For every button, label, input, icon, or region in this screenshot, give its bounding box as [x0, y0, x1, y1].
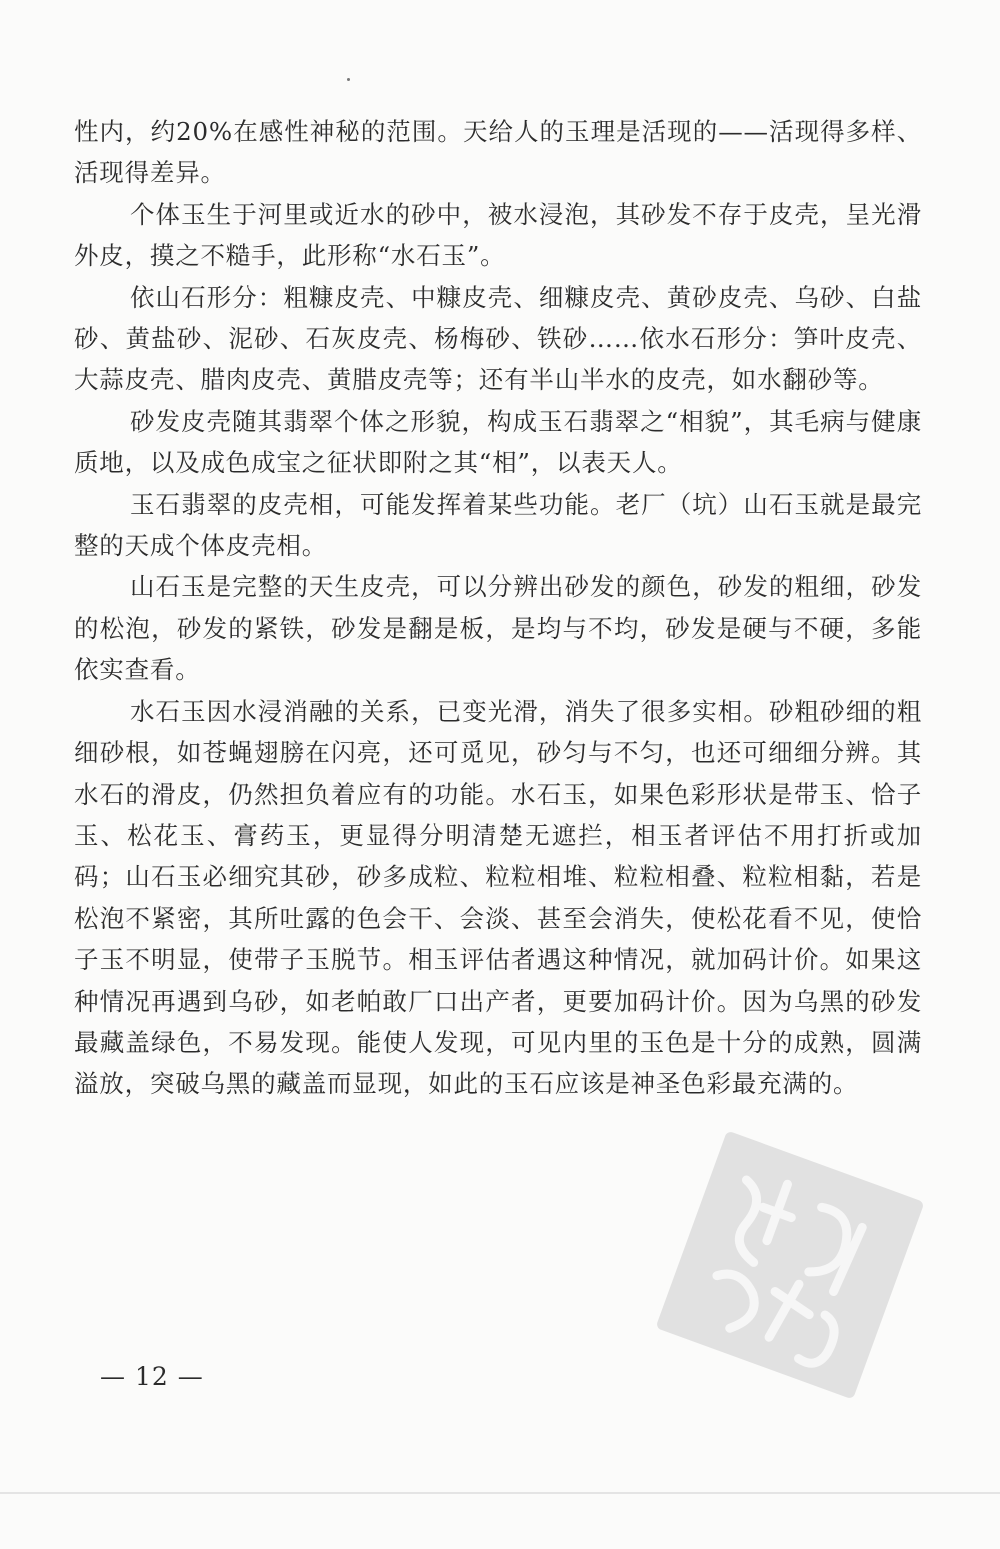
paragraph-5: 玉石翡翠的皮壳相，可能发挥着某些功能。老厂（坑）山石玉就是最完整的天成个体皮壳相。 — [74, 489, 922, 561]
bottom-edge — [0, 1492, 1000, 1494]
paragraph-6: 山石玉是完整的天生皮壳，可以分辨出砂发的颜色，砂发的粗细，砂发的松泡，砂发的紧铁，砂发是翻是板，是均与不均，砂发是硬与不硬，多能依实查看。 — [74, 572, 922, 685]
print-speck — [347, 78, 350, 81]
paragraph-2: 个体玉生于河里或近水的砂中，被水浸泡，其砂发不存于皮壳，呈光滑外皮，摸之不糙手，此形称“水石玉”。 — [74, 199, 922, 271]
body-text — [74, 111, 922, 1105]
page-number: — 12 — — [100, 1362, 204, 1391]
paragraph-1: 性内，约20%在感性神秘的范围。天给人的玉理是活现的——活现得多样、活现得差异。 — [74, 117, 922, 188]
paragraph-4: 砂发皮壳随其翡翠个体之形貌，构成玉石翡翠之“相貌”，其毛病与健康质地，以及成色成宝之征状即附之其“相”，以表天人。 — [74, 406, 922, 478]
paragraph-7: 水石玉因水浸消融的关系，已变光滑，消失了很多实相。砂粗砂细的粗细砂根，如苍蝇翅膀在闪亮，还可觅见，砂匀与不匀，也还可细细分辨。其水石的滑皮，仍然担负着应有的功能。水石玉，如果色彩形状是带玉、恰子玉、松花玉、膏药玉，更显得分明清楚无遮拦，相玉者评估不用打折或加码；山石玉必细究其砂，砂多成粒、粒粒相堆、粒粒相叠、粒粒相黏，若是松泡不紧密，其所吐露的色会干、会淡、甚至会消失，使松花看不见，使恰子玉不明显，使带子玉脱节。相玉评估者遇这种情况，就加码计价。如果这种情况再遇到乌砂，如老帕敢厂口出产者，更要加码计价。因为乌黑的砂发最藏盖绿色，不易发现。能使人发现，可见内里的玉色是十分的成熟，圆满溢放，突破乌黑的藏盖而显现，如此的玉石应该是神圣色彩最充满的。 — [74, 696, 922, 1099]
seal-stamp-watermark — [640, 1130, 940, 1400]
paragraph-3: 依山石形分：粗糠皮壳、中糠皮壳、细糠皮壳、黄砂皮壳、乌砂、白盐砂、黄盐砂、泥砂、石灰皮壳、杨梅砂、铁砂……依水石形分：笋叶皮壳、大蒜皮壳、腊肉皮壳、黄腊皮壳等；还有半山半水的皮壳，如水翻砂等。 — [74, 282, 922, 395]
